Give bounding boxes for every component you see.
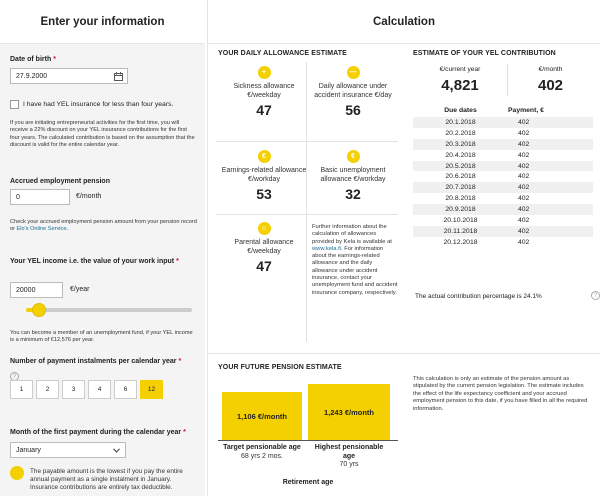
- per-year-label: €/current year: [439, 66, 481, 73]
- card-value: 53: [256, 186, 272, 202]
- payment-cell: 402: [518, 216, 530, 224]
- daily-allowance-title: YOUR DAILY ALLOWANCE ESTIMATE: [218, 50, 347, 57]
- table-row: [413, 182, 593, 193]
- payment-cell: 402: [518, 238, 530, 246]
- kela-link[interactable]: www.kela.fi: [312, 245, 341, 252]
- elo-online-service-link[interactable]: Elo's Online Service: [16, 226, 67, 233]
- yel-insurance-checkbox[interactable]: [10, 100, 19, 109]
- payment-cell: 402: [518, 173, 530, 181]
- chart-baseline: [218, 440, 398, 441]
- instalments-selector: [10, 380, 166, 399]
- payment-schedule-table: [413, 104, 593, 248]
- instalments-info-icon[interactable]: ?: [10, 372, 19, 381]
- actual-contribution-pct: The actual contribution percentage is 24.1%: [415, 293, 542, 300]
- highest-age-value: 70 yrs: [339, 461, 359, 468]
- divider: [216, 141, 398, 142]
- input-panel-title: Enter your information: [0, 0, 205, 44]
- card-value: 47: [256, 102, 272, 118]
- baby-icon: ☺: [258, 222, 271, 235]
- kela-info-text: Further information about the calculation of allowances provided by Kela is available at: [312, 224, 392, 245]
- due-date-cell: 20.8.2018: [445, 195, 476, 203]
- income-input[interactable]: [10, 282, 63, 298]
- parental-allowance-card: [220, 222, 308, 274]
- pension-note: [10, 219, 198, 234]
- due-date-cell: 20.6.2018: [445, 173, 476, 181]
- target-age-text: Target pensionable age: [223, 444, 301, 451]
- entrepreneur-note: If you are initiating entrepreneurial activities for the first time, you will receive a 22% discount on your YEL insurance contributions for the first four years. The calculated contribution is based on the assumption that the discount is valid for the entire calendar year.: [10, 120, 195, 149]
- info-bulb-icon: [10, 466, 24, 480]
- table-row: [413, 237, 593, 248]
- due-date-cell: 20.12.2018: [443, 238, 478, 246]
- yel-summary: [413, 62, 593, 98]
- payment-cell: 402: [518, 129, 530, 137]
- table-row: [413, 171, 593, 182]
- sickness-allowance-card: [220, 66, 308, 118]
- due-dates-header: Due dates: [413, 104, 508, 117]
- payment-header: Payment, €: [508, 104, 593, 117]
- due-date-cell: 20.11.2018: [413, 226, 508, 237]
- basic-unemployment-card: [308, 150, 398, 202]
- instalment-option-3[interactable]: 3: [62, 380, 85, 399]
- pension-note-end: .: [66, 226, 68, 233]
- instalment-option-6[interactable]: 6: [114, 380, 137, 399]
- input-panel: [0, 0, 205, 496]
- payment-cell: 402: [508, 139, 593, 150]
- per-month-label: €/month: [538, 66, 563, 73]
- calculation-title: Calculation: [208, 0, 600, 44]
- yel-contribution-title: ESTIMATE OF YOUR YEL CONTRIBUTION: [413, 50, 556, 57]
- table-row: [413, 215, 593, 226]
- contribution-info-icon[interactable]: ?: [591, 291, 600, 300]
- due-date-cell: 20.9.2018: [413, 204, 508, 215]
- payment-cell: 402: [508, 161, 593, 172]
- card-label: Basic unemployment allowance €/workday: [320, 167, 386, 183]
- payment-tip: The payable amount is the lowest if you pay the entire annual payment as a single instalment in January. Insurance contributions are entirely tax deductible.: [30, 468, 183, 491]
- dob-field[interactable]: [10, 68, 128, 84]
- divider: [216, 214, 398, 215]
- card-value: 47: [256, 258, 272, 274]
- due-date-cell: 20.1.2018: [413, 117, 508, 128]
- instalment-option-12[interactable]: 12: [140, 380, 163, 399]
- month-value: January: [16, 446, 41, 454]
- divider: [306, 62, 307, 342]
- calculation-panel: [207, 0, 600, 496]
- income-slider-handle[interactable]: [32, 303, 46, 317]
- euro-coin-icon: €: [347, 150, 360, 163]
- card-label: Earnings-related allowance €/workday: [221, 167, 307, 183]
- per-month-value: 402: [537, 77, 564, 94]
- due-date-cell: 20.5.2018: [413, 161, 508, 172]
- table-row: [413, 150, 593, 161]
- payment-cell: 402: [508, 117, 593, 128]
- medical-kit-icon: +: [258, 66, 271, 79]
- income-unit: €/year: [70, 286, 90, 293]
- table-row: [413, 139, 593, 150]
- table-row: [413, 117, 593, 128]
- pension-value: 0: [16, 193, 20, 201]
- kela-info: [312, 224, 398, 297]
- pension-input[interactable]: [10, 189, 70, 205]
- card-label: Parental allowance €/weekday: [234, 239, 294, 255]
- due-date-cell: 20.4.2018: [445, 151, 476, 159]
- calendar-icon[interactable]: [114, 72, 123, 81]
- due-date-cell: 20.7.2018: [413, 182, 508, 193]
- due-date-cell: 20.2.2018: [445, 129, 476, 137]
- income-label: Your YEL income i.e. the value of your work input *: [10, 258, 179, 265]
- table-row: [413, 204, 593, 215]
- target-age-value: 68 yrs 2 mos.: [240, 452, 283, 460]
- divider: [208, 353, 600, 354]
- yel-insurance-checkbox-label: I have had YEL insurance for less than four years.: [23, 101, 174, 108]
- retirement-age-axis-label: Retirement age: [282, 479, 334, 486]
- bandage-icon: —: [347, 66, 360, 79]
- card-label: Sickness allowance €/weekday: [233, 83, 295, 99]
- table-row: [413, 226, 593, 237]
- instalment-option-4[interactable]: 4: [88, 380, 111, 399]
- earnings-related-card: [220, 150, 308, 202]
- month-select[interactable]: [10, 442, 126, 458]
- payment-cell: 402: [518, 195, 530, 203]
- euro-coin-icon: €: [258, 150, 271, 163]
- dob-value: 27.9.2000: [16, 72, 48, 80]
- income-note: You can become a member of an unemployment fund, if your YEL income is a minimum of €12,576 per year.: [10, 330, 193, 344]
- pension-estimate-title: YOUR FUTURE PENSION ESTIMATE: [218, 364, 342, 371]
- pension-note-text: Check your accrued employment pension amount from your pension record or: [10, 219, 197, 233]
- dob-label: Date of birth *: [10, 56, 56, 63]
- pension-label: Accrued employment pension: [10, 178, 110, 185]
- pension-unit: €/month: [76, 193, 102, 200]
- highest-age-text: Highest pensionable age: [314, 444, 384, 460]
- input-form: [0, 44, 205, 496]
- income-slider[interactable]: [26, 308, 192, 312]
- chevron-down-icon: [113, 448, 120, 453]
- instalment-option-1[interactable]: 1: [10, 380, 33, 399]
- due-date-cell: 20.3.2018: [413, 139, 508, 150]
- target-age-bar: 1,106 €/month: [222, 392, 302, 440]
- table-row: [413, 193, 593, 204]
- per-year-value: 4,821: [441, 77, 479, 94]
- table-row: [413, 128, 593, 139]
- payment-cell: 402: [518, 151, 530, 159]
- payment-cell: 402: [508, 204, 593, 215]
- target-age-label: [222, 444, 302, 461]
- due-date-cell: 20.10.2018: [443, 216, 478, 224]
- kela-info-text-end: . For information about the earnings-related allowance and the daily allowance under accident insurance, contact your unemployment fund and accident insurance company, respectively.: [312, 245, 398, 296]
- accident-allowance-card: [308, 66, 398, 118]
- pension-disclaimer: This calculation is only an estimate of the pension amount as stipulated by the current pension legislation. The estimate includes the effect of the life expectancy coefficient and your accrued employment pension to this date, if you have filled in all the required information.: [413, 376, 588, 412]
- card-value: 56: [345, 102, 361, 118]
- table-row: [413, 161, 593, 172]
- highest-age-bar: 1,243 €/month: [308, 384, 390, 440]
- highest-age-label: [308, 444, 390, 470]
- income-value: 20000: [16, 286, 36, 294]
- card-value: 32: [345, 186, 361, 202]
- payment-cell: 402: [508, 226, 593, 237]
- month-label: Month of the first payment during the calendar year *: [10, 429, 186, 436]
- instalment-option-2[interactable]: 2: [36, 380, 59, 399]
- payment-cell: 402: [508, 182, 593, 193]
- instalments-label: Number of payment instalments per calendar year *: [10, 358, 182, 365]
- card-label: Daily allowance under accident insurance €/day: [314, 83, 392, 99]
